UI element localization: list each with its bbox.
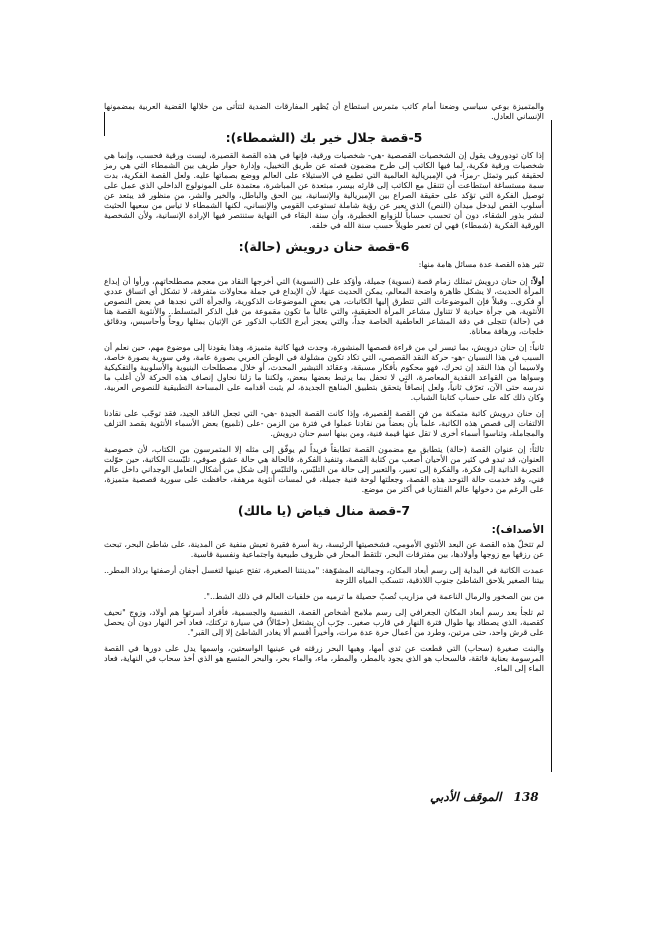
document-page (104, 102, 544, 782)
section6-second: ثانياً: إن حنان درويش، بما تيسر لي من قراءة قصصها المنشورة، وجدت فيها كاتبة متميزة، وهذا يقودنا إلى موضوع مهم، حين نعلم أن السبب في هذا النسيان -هو- حركة النقد القصصي، التي تكاد تكون مشلولة في الوطن العربي بصورة عامة، وفي سورية بصورة خاصة، ولاسيما أن هذا النقد إن تحرك، فهو محكوم بأفكار مسبقة، وعقائد التبشير المحدث، أو خلال مصطلحات البنيوية والأسلوبية والتفكيكية وسواها من القواعد النقدية المعاصرة، التي لا تحفل بما يرتبط بعضها ببعض، ولكننا ما زلنا نحاول إنصاف هذه الحركة لأن أغلب ما ندرسه حتى الآن، تعرّف ثانياً، ولعل إنصافاً يتحقق بتطبيق المناهج الجديدة، لم يثبت أقدامه على المساحة التطبيقية للنصوص العربية، وكان ذلك كله على حساب كتابنا الشباب. (104, 343, 545, 402)
section5-title: 5-قصة جلال خير بك (الشمطاء): (225, 130, 423, 145)
section5-body: إذا كان تودوروف يقول إن الشخصيات القصصية -هي- شخصيات ورقية، فإنها في هذه القصة القصيرة، ليست ورقية فحسب، وإنما هي شخصيات ورقية فكرية، لما فيها الكاتب إلى طرح مضمون قصته عن طريق التخييل، وإدارة حوار طريف بين الشمطاء التي هي رمز لحقيقة كبير وتمثل -رمزاً- في الإمبريالية العالمية التي تطمع في الاستيلاء على العالم ووضع بصماتها عليه. ولعل القصة الفكرية، بدت سمة مستساغة استطاعت أن تتنقل مع الكاتب إلى قارئه بيسر، مبتعدة عن المباشرة، معتمدة على المونولوج الداخلي الذي عمل على توصيل الفكرة التي تؤكد على حقيقة الصراع بين الإمبريالية والإنسانية، بين الحق والباطل، والخير والشر، من منظور قد يبتعد عن أسلوب القص ليدخل ميدان (النص) الذي يعبر عن رؤية شاملة تستوعب القومي والإنساني، لكنها الشمطاء لا تيأس من سعيها الحثيث لنشر بذور الشقاء، دون أن تحسب حساباً للزوابع الخطيرة، وأن سنة البقاء في النهاية ستنتصر فيها الإرادة الإنسانية، ولأن الشخصية الورقية الفكرية (شمطاء) فهي لن تعمر طويلاً حسب سنة الله في خلقه. (104, 151, 545, 230)
frame-line-right (551, 120, 552, 772)
section6-first-label: أولاً: (530, 276, 545, 286)
section7-title: 7-قصة منال فياض (يا مالك) (237, 503, 411, 518)
section6-first (104, 276, 544, 337)
journal-name: الموقف الأدبي (430, 790, 502, 804)
section6-fourth: ثالثاً: إن عنوان القصة (حالة) يتطابق مع مضمون القصة تطابقاً فريداً لم يوفّق إلى مثله إلا المتمرسون من الكتاب، لأن خصوصية العنوان، قد تبدو في كثير من الأحيان أصعب من كتابة القصة، وتنفيذ الفكرة، فالحالة هي حالة عشق صوفي، تلبّست الكاتبة، حين حوّلت التجربة الذاتية إلى فكرة، والفكرة إلى تعبير، والتعبير إلى حالة من التلبّس، والتلبّس إلى شكل من أشكال التعامل الوجداني داخل عالم فني، وقد خدمت حالة التوحد هذه القصة، وجعلتها لوحة فنية جميلة، في لمسات أنثوية مرهفة، حافظت على سورية قصصية متميزة، على الرغم من دخولها عالم الفنتازيا في أكثر من موضع. (104, 445, 544, 494)
section7-p1: لم تتخلّ هذه القصة عن البعد الأنثوي الأمومي، فشخصيتها الرئيسة، ربة أسرة فقيرة تعيش منفية عن المدينة، على شاطئ البحر، تبحث عن رزقها مع زوجها وأولادها، بين مفترقات البحر، تلتقط المحار في ظروف طبيعية واجتماعية ونفسية قاسية. (104, 540, 544, 559)
section6-intro: تثير هذه القصة عدة مسائل هامة منها: (418, 260, 544, 269)
section6-first-text: إن حنان درويش تمتلك زمام قصة (نسوية) جميلة، وأؤكد على (النسوية) التي أخرجها النقاد من معجم مصطلحاتهم، ورأوا أن إبداع المرأة الحديث، لا يشكل ظاهرة واضحة المعالم، يمكن الحديث عنها، لأن الإبداع في جملة محاولات متفرقة، لا تشكل أي اتساق عددي أو فكري.. وقبلاً فإن الموضوعات التي تتطرق إليها الكاتبات، هي بعض الموضوعات الذكورية، والجرأة التي نجدها في بعض النصوص الأنثوية، هي جرأة حيادية لا تتناول مشاعر المرأة الحقيقية، والتي غالباً ما تكون مقموعة من قبل الذكر المتسلط.. والأنثوية القصة هنا في (حالة) تتجلى في دقة المشاعر العاطفية الخاصة جداً، والتي يعجز أبرع الكتاب الذكور عن الإتيان بمثلها روحاً وأحاسيس، ودقائق خلجات، ورهافة معاناة. (104, 277, 544, 336)
section7-p4: ثم تلجأ بعد رسم أبعاد المكان الجغرافي إلى رسم ملامح أشخاص القصة، النفسية والجسمية، فأفراد أسرتها هم أولاد، وزوج "نحيف كقصبة، الذي يصطاد بها طوال فترة النهار في قارب صغير.. جرّب أن يشتغل (حمّالاً) في سيارة تركتك، فعاد آخر النهار دون أن يحصل على قرش واحد، حتى مرتين، وطرد من أعمال حرة عدة مرات، وأخيراً أقسم ألا يغادر الشاطئ إلا إلى القبر". (104, 608, 544, 637)
section7-subheading: الأصداف): (491, 524, 544, 536)
page-footer (430, 790, 539, 804)
section6-title: 6-قصة حنان درويش (حالة): (238, 239, 410, 254)
section7-p2: عمدت الكاتبة في البداية إلى رسم أبعاد المكان، وجماليته المشوّهة: "مدينتنا الصغيرة، تفتح عينيها لتغسل أجفان أرصفتها برذاذ المطر.. بيتنا الصغير يلاحق الشاطئ جنوب اللاذقية، تتسكب المياه اللزجة (104, 566, 544, 585)
intro-paragraph: والمتميزة بوعي سياسي وضعنا أمام كاتب متمرس استطاع أن يُظهر المفارقات الضدية لتتأتى من خلالها القضية العربية بمضمونها الإنساني العادل. (104, 102, 544, 121)
section7-p3: من بين الصخور والرمال الناعمة في مزاريب تُصبّ حصيلة ما ترميه من خلفيات العالم في ذلك الشط..". (203, 592, 544, 601)
section6-third: إن حنان درويش كاتبة متمكنة من فن القصة القصيرة، وإذا كانت القصة الجيدة -هي- التي تجعل الناقد الجيد، فقد توجّب على نقادنا الالتفات إلى قصص هذه الكاتبة، علماً بأن بعضاً من نقادنا عملوا في فترة من الزمن -على (تلميع) بعض الأسماء الأنثوية بقصد التزلف والمجاملة، وتناسوا أسماء أخرى لا تقل عنها قيمة فنية، ومن بينها اسم حنان درويش. (104, 409, 544, 438)
page-number: 138 (513, 790, 539, 804)
section7-p5: والبنت صغيرة (سحاب) التي قطعت عن ثدي أمها، وهبها البحر زرقته في عينيها الواسعتين، واسمها يدل على دورها في القصة المرسومة بعناية فائقة، فالسحاب هو الذي يجود بالمطر، والمطر، ماء، والماء بحر، والبحر المتسع هو الذي أخذ سحاب في النهاية، فعاد الماء إلى الماء. (104, 644, 544, 673)
